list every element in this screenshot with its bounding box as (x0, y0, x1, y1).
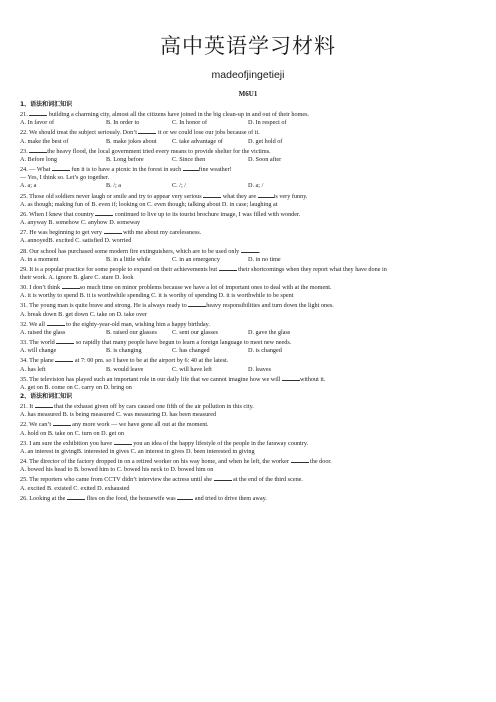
option: B. in a little while (106, 255, 151, 263)
option: B. make jokes about (106, 137, 157, 145)
text-line: A. anyway B. somehow C. anyhow D. someway (20, 219, 141, 227)
answer-blank (95, 209, 113, 216)
option: B. In order to (106, 119, 140, 127)
options-line (20, 138, 482, 146)
answer-blank (56, 337, 74, 344)
answer-blank (241, 246, 259, 253)
option: D. a; / (248, 182, 264, 190)
question-line: 26. When I knew that country continued to live up to its tourist brochure image, I was filled with wonder. (20, 210, 301, 218)
text-line: A. hold on B. take on C. turn on D. get on (20, 429, 124, 437)
text-line: A. break down B. get down C. take on D. take over (20, 310, 147, 318)
option: B. Long before (106, 155, 144, 163)
answer-blank (29, 146, 47, 153)
answer-blank (104, 227, 122, 234)
option: A. In favor of (20, 119, 55, 127)
question-line: 24. — What fun it is to have a picnic in the forest in such fine weather! (20, 166, 232, 174)
answer-blank (258, 191, 274, 198)
answer-blank (114, 438, 132, 445)
options-line (20, 156, 482, 164)
question-line: 21. It that the exhaust given off by cars caused one fifth of the air pollution in this city. (20, 403, 254, 411)
question-line: 28. Our school has purchased some modern fire extinguishers, which are to be used only . (20, 247, 261, 255)
text-line: A. has measured B. is being measured C. was measuring D. has been measured (20, 411, 217, 419)
answer-blank (47, 319, 65, 326)
question-line: 21. building a charming city, almost all the citizens have joined in the big clean-up in and out of their homes. (20, 111, 310, 119)
option: C. take advantage of (172, 137, 223, 145)
text-line: A. excited B. existed C. exited D. exhausted (20, 484, 130, 492)
text-line: A. an interest in givingB. interested in gives C. an interest in gives D. been interested in giving (20, 447, 255, 455)
options-line (20, 329, 482, 337)
options-line (20, 256, 482, 264)
text-line: their work. A. ignore B. glare C. stare D. look (20, 273, 134, 281)
question-line: 25. The reporters who came from CCTV didn’t interview the actress until she at the end of the third scene. (20, 476, 303, 484)
option: D. leaves (248, 365, 272, 373)
option: C. /; / (172, 182, 186, 190)
answer-blank (203, 191, 221, 198)
page-title: 高中英语学习材料 (160, 34, 336, 58)
question-line: 22. We should treat the subject seriously. Don’t it or we could lose our jobs because of it. (20, 129, 260, 137)
options-line (20, 366, 482, 374)
answer-blank (35, 401, 53, 408)
option: A. a; a (20, 182, 37, 190)
option: A. raised the glass (20, 328, 66, 336)
options-line (20, 182, 482, 190)
question-line: 27. He was beginning to get very with me about my carelessness. (20, 229, 202, 237)
answer-blank (177, 493, 193, 500)
option: C. Since then (172, 155, 206, 163)
option: A. in a moment (20, 255, 59, 263)
option: B. /; a (106, 182, 121, 190)
option: C. has changed (172, 347, 210, 355)
exercise-content (20, 101, 482, 503)
question-line: 26. Looking at the flies on the food, the housewife was and tried to drive them away. (20, 494, 267, 502)
option: B. is changing (106, 347, 142, 355)
option: C. sent our glasses (172, 328, 219, 336)
option: D. is changed (248, 347, 282, 355)
answer-blank (214, 474, 232, 481)
question-line: 31. The young man is quite brave and strong. He is always ready to heavy responsibilities and turn down the light ones. (20, 302, 334, 310)
question-line: 24. The director of the factory dropped in on a retired worker on his way home, and when he left, the worker the door. (20, 458, 332, 466)
text-line: — Yes, I think so. Let’s go together. (20, 174, 110, 182)
answer-blank (219, 264, 237, 271)
question-line: 34. The plane at 7: 00 pm. so I have to be at the airport by 6: 40 at the latest. (20, 357, 229, 365)
answer-blank (29, 109, 47, 116)
question-line: 25. Those old soldiers never laugh or smile and try to appear very serious what they are is very funny. (20, 192, 308, 200)
option: C. In honor of (172, 119, 208, 127)
answer-blank (282, 374, 300, 381)
question-line: 23. I am sure the exhibition you have you an idea of the happy lifestyle of the people in the faraway country. (20, 439, 309, 447)
option: B. would leave (106, 365, 144, 373)
options-line (20, 347, 482, 355)
option: B. raised our glasses (106, 328, 157, 336)
answer-blank (138, 127, 156, 134)
text-line: A. as though; making fun of B. even if; looking on C. even though; talking about D. in case; laughing at (20, 200, 278, 208)
answer-blank (188, 300, 206, 307)
option: D. get hold of (248, 137, 283, 145)
question-line: 35. The television has played such an important role in our daily life that we cannot imagine how we will without it. (20, 375, 326, 383)
option: A. will change (20, 347, 57, 355)
answer-blank (62, 282, 80, 289)
option: A. has left (20, 365, 46, 373)
text-line: A. it is worthy to spend B. it is worthwhile spending C. it is worthy of spending D. it is worthwhile to be spent (20, 292, 294, 300)
option: A. Before long (20, 155, 57, 163)
answer-blank (53, 419, 71, 426)
option: D. gave the glass (248, 328, 291, 336)
section-heading: 1、语法和词汇知识 (20, 101, 73, 108)
question-line: 30. I don’t think so much time on minor problems because we have a lot of important ones to deal with at the moment. (20, 284, 332, 292)
options-line (20, 119, 482, 127)
unit-label: M6U1 (238, 90, 258, 98)
answer-blank (183, 164, 199, 171)
option: A. make the best of (20, 137, 69, 145)
page-subtitle: madeofjingetieji (211, 69, 285, 81)
option: C. will have left (172, 365, 212, 373)
question-line: 29. It is a popular practice for some people to expand on their achievements but their shortcomings when they report what they have done in (20, 265, 387, 273)
question-line: 33. The world so rapidly that many people have begun to learn a foreign language to meet new needs. (20, 339, 292, 347)
section-heading: 2、语法和词汇知识 (20, 393, 73, 400)
option: D. Soon after (248, 155, 282, 163)
answer-blank (52, 164, 70, 171)
text-line: A. bowed his head to B. bowed him to C. bowed his neck to D. bowed him on (20, 466, 214, 474)
answer-blank (291, 456, 309, 463)
option: C. in an emergency (172, 255, 220, 263)
answer-blank (55, 355, 73, 362)
question-line: 32. We all to the eighty-year-old man, wishing him a happy birthday. (20, 320, 210, 328)
text-line: A. annoyedB. excited C. satisfied D. worried (20, 237, 132, 245)
option: D. In respect of (248, 119, 287, 127)
option: D. in no time (248, 255, 281, 263)
question-line: 22. We can’t any more work — we have gone all out at the moment. (20, 421, 209, 429)
question-line: 23. the heavy flood, the local government tried every means to provide shelter for the victims. (20, 147, 271, 155)
text-line: A. get on B. come on C. carry on D. bring on (20, 383, 132, 391)
answer-blank (67, 493, 85, 500)
